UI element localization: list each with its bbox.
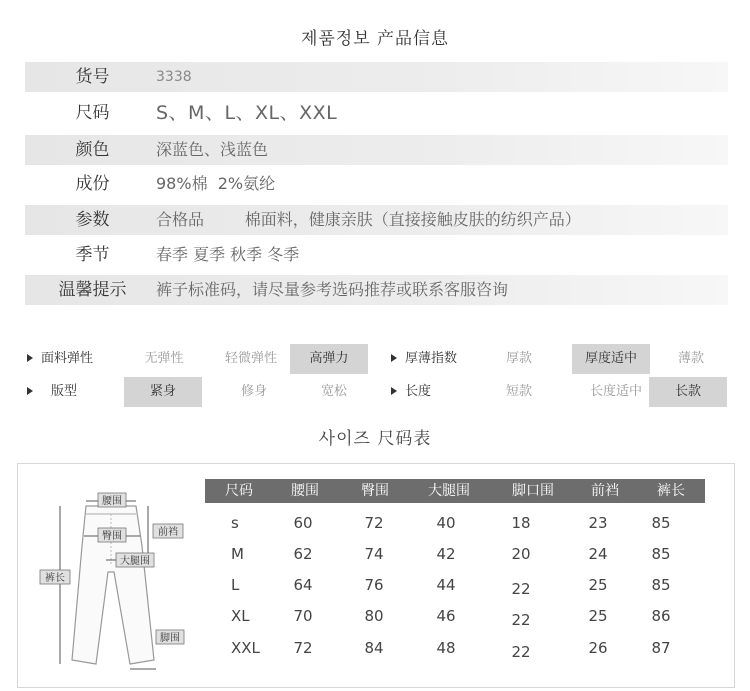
spec-value: 深蓝色、浅蓝色 (156, 140, 269, 159)
attr-label-elasticity: 面料弹性 (27, 344, 127, 374)
measurement-cell: 48 (436, 639, 456, 657)
fit-option-fitted: 修身 (240, 384, 267, 399)
attr-row-1 (25, 344, 730, 374)
attr-label-thickness: 厚薄指数 (391, 344, 491, 374)
col-header: 尺码 (225, 483, 253, 499)
spec-row-params (25, 205, 728, 235)
measurement-cell: 46 (436, 607, 456, 625)
thickness-option-medium-selected: 厚度适中 (572, 344, 650, 374)
triangle-right-icon (27, 354, 33, 362)
spec-row-season (25, 240, 728, 270)
measurement-cell: 22 (511, 643, 531, 661)
attr-row-2 (25, 377, 730, 407)
spec-value: 98%棉 2%氨纶 (156, 174, 276, 193)
attr-label-length: 长度 (391, 377, 491, 407)
measurement-cell: 44 (436, 576, 456, 594)
length-option-short: 短款 (505, 384, 532, 399)
attr-label-fit: 版型 (27, 377, 127, 407)
spec-key: 季节 (75, 245, 110, 265)
diagram-label-hip: 臀围 (102, 531, 122, 542)
size-cell: XL (231, 607, 250, 625)
measurement-cell: 70 (293, 607, 313, 625)
measurement-cell: 87 (651, 639, 671, 657)
measurement-cell: 86 (651, 607, 671, 625)
diagram-label-thigh: 大腿围 (120, 556, 150, 567)
measurement-cell: 72 (293, 639, 313, 657)
measurement-cell: 64 (293, 576, 313, 594)
size-cell: L (231, 576, 240, 594)
measurement-cell: 62 (293, 545, 313, 563)
measurement-cell: 76 (364, 576, 384, 594)
col-header: 臀围 (361, 483, 389, 499)
spec-key: 温馨提示 (58, 280, 127, 300)
spec-key: 成份 (75, 174, 110, 194)
spec-key: 货号 (75, 67, 110, 87)
elasticity-option-none: 无弹性 (144, 351, 184, 366)
spec-row-size (25, 98, 728, 128)
size-cell: M (231, 545, 244, 563)
spec-row-item-no (25, 62, 728, 92)
spec-value: 合格品 棉面料，健康亲肤（直接接触皮肤的纺织产品） (156, 210, 581, 229)
col-header: 脚口围 (512, 483, 554, 499)
diagram-label-waist: 腰围 (102, 496, 122, 507)
measurement-cell: 24 (588, 545, 608, 563)
spec-key: 颜色 (75, 140, 110, 160)
measurement-cell: 85 (651, 576, 671, 594)
spec-value: 春季 夏季 秋季 冬季 (156, 245, 300, 264)
length-option-long-selected: 长款 (649, 377, 727, 407)
product-info-title: 제품정보 产品信息 (300, 29, 450, 49)
col-header: 腰围 (291, 483, 319, 499)
size-chart-title: 사이즈 尺码表 (318, 429, 432, 449)
measurement-cell: 26 (588, 639, 608, 657)
elasticity-option-high-selected: 高弹力 (290, 344, 368, 374)
size-cell: s (231, 514, 239, 532)
col-header: 大腿围 (428, 483, 470, 499)
col-header: 裤长 (657, 483, 685, 499)
measurement-cell: 84 (364, 639, 384, 657)
diagram-label-hem: 脚围 (160, 633, 180, 644)
spec-row-color (25, 135, 728, 165)
triangle-right-icon (391, 387, 397, 395)
measurement-cell: 80 (364, 607, 384, 625)
measurement-cell: 20 (511, 545, 531, 563)
spec-key: 尺码 (75, 103, 110, 123)
triangle-right-icon (391, 354, 397, 362)
measurement-cell: 74 (364, 545, 384, 563)
fit-option-loose: 宽松 (320, 384, 347, 399)
pants-diagram (38, 484, 198, 674)
spec-value: 裤子标准码，请尽量参考选码推荐或联系客服咨询 (156, 280, 509, 299)
measurement-cell: 42 (436, 545, 456, 563)
spec-row-tip (25, 275, 728, 305)
measurement-cell: 22 (511, 580, 531, 598)
size-table-header (205, 479, 705, 503)
triangle-right-icon (27, 387, 33, 395)
measurement-cell: 25 (588, 607, 608, 625)
measurement-cell: 60 (293, 514, 313, 532)
spec-row-material (25, 169, 728, 199)
spec-key: 参数 (75, 210, 110, 230)
thickness-option-thin: 薄款 (677, 351, 704, 366)
measurement-cell: 25 (588, 576, 608, 594)
length-option-medium: 长度适中 (589, 384, 642, 399)
spec-value: S、M、L、XL、XXL (156, 102, 338, 124)
measurement-cell: 22 (511, 611, 531, 629)
measurement-cell: 40 (436, 514, 456, 532)
col-header: 前裆 (591, 483, 619, 499)
measurement-cell: 85 (651, 514, 671, 532)
elasticity-option-slight: 轻微弹性 (224, 351, 277, 366)
measurement-cell: 23 (588, 514, 608, 532)
diagram-label-length: 裤长 (45, 573, 65, 584)
diagram-label-front-rise: 前裆 (158, 527, 178, 538)
fit-option-slim-selected: 紧身 (124, 377, 202, 407)
measurement-cell: 85 (651, 545, 671, 563)
measurement-cell: 18 (511, 514, 531, 532)
size-cell: XXL (231, 639, 260, 657)
thickness-option-thick: 厚款 (505, 351, 532, 366)
spec-value: 3338 (156, 69, 192, 85)
measurement-cell: 72 (364, 514, 384, 532)
